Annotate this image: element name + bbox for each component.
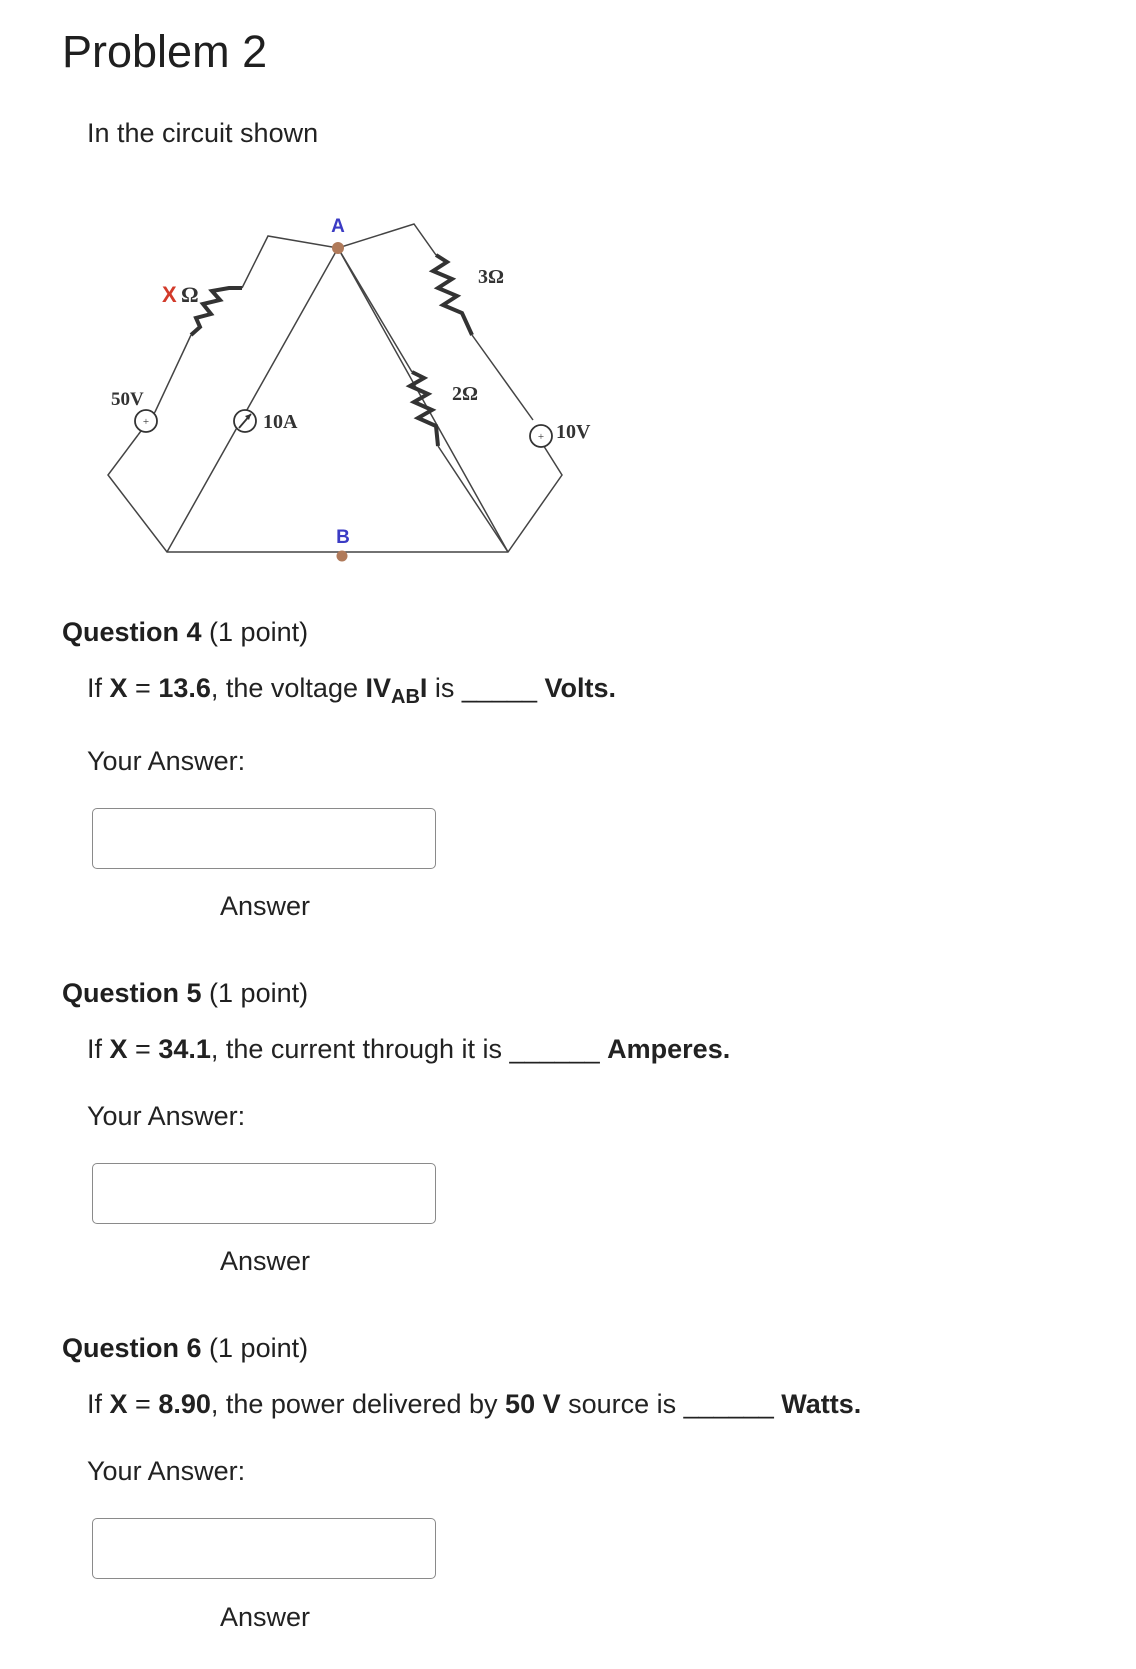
node-b-dot [337,551,348,562]
q4-eq: = [127,673,159,703]
resistor-x-prefix-label: X [162,282,177,307]
q6-blank: ______ [683,1389,774,1419]
question-6-points: (1 point) [209,1333,309,1363]
q4-qty-sub: AB [391,686,420,708]
q4-qty-b: I [419,673,428,703]
node-a-dot [332,242,344,254]
resistor-3-label: 3Ω [478,266,505,288]
q5-unit: Amperes. [607,1034,731,1064]
q5-blank: ______ [509,1034,600,1064]
intro-text: In the circuit shown [87,118,319,148]
question-5-heading [62,978,308,1009]
question-4-answer-button[interactable]: Answer [219,891,311,921]
svg-text:+: + [142,416,150,428]
resistor-2-label: 2Ω [452,383,479,405]
question-5-answer-input[interactable] [92,1163,436,1224]
q5-eq: = [127,1034,159,1064]
question-5-label: Question 5 [62,978,202,1008]
q4-qty-a: IV [365,673,391,703]
q6-value: 8.90 [158,1389,211,1419]
q4-pre: If [87,673,110,703]
node-a-label: A [331,216,345,237]
q5-pre: If [87,1034,110,1064]
q5-var: X [109,1034,128,1064]
source-10a-label: 10A [263,411,298,433]
question-4-your-answer: Your Answer: [87,746,246,776]
question-6-label: Question 6 [62,1333,202,1363]
resistor-3-icon [433,255,472,335]
question-6-heading [62,1333,308,1364]
source-10v-label: 10V [556,421,591,443]
question-6-your-answer: Your Answer: [87,1456,246,1486]
source-50v-label: 50V [111,389,144,410]
q4-blank: _____ [461,673,538,703]
question-4-label: Question 4 [62,617,202,647]
q6-pre: If [87,1389,110,1419]
q4-post: is [427,673,462,703]
question-4-points: (1 point) [209,617,309,647]
q6-mid: , the power delivered by [210,1389,506,1419]
q6-unit: Watts. [781,1389,862,1419]
q6-eq: = [127,1389,159,1419]
q4-var: X [109,673,128,703]
question-5-text [87,1034,730,1065]
question-5-your-answer: Your Answer: [87,1101,246,1131]
q5-mid: , the current through it is [210,1034,510,1064]
question-5-points: (1 point) [209,978,309,1008]
circuit-diagram [0,0,1136,580]
q4-unit: Volts. [544,673,617,703]
question-4-text [87,673,616,709]
question-6-answer-button[interactable]: Answer [219,1602,311,1632]
voltage-source-10v-icon [530,425,552,447]
resistor-x-label: Ω [181,282,199,307]
resistor-x-icon [191,288,242,335]
svg-text:+: + [537,431,545,443]
resistor-2-icon [410,372,438,446]
current-source-10a-icon [234,410,256,432]
node-b-label: B [336,527,350,548]
q4-mid: , the voltage [210,673,366,703]
q4-value: 13.6 [158,673,211,703]
question-4-answer-input[interactable] [92,808,436,869]
question-6-text [87,1389,861,1420]
q5-value: 34.1 [158,1034,211,1064]
question-4-heading [62,617,308,648]
voltage-source-50v-icon [135,410,157,432]
page-title: Problem 2 [62,26,268,77]
q6-var: X [109,1389,128,1419]
q6-post: source is [560,1389,684,1419]
question-6-answer-input[interactable] [92,1518,436,1579]
q6-source: 50 V [505,1389,561,1419]
question-5-answer-button[interactable]: Answer [219,1246,311,1276]
